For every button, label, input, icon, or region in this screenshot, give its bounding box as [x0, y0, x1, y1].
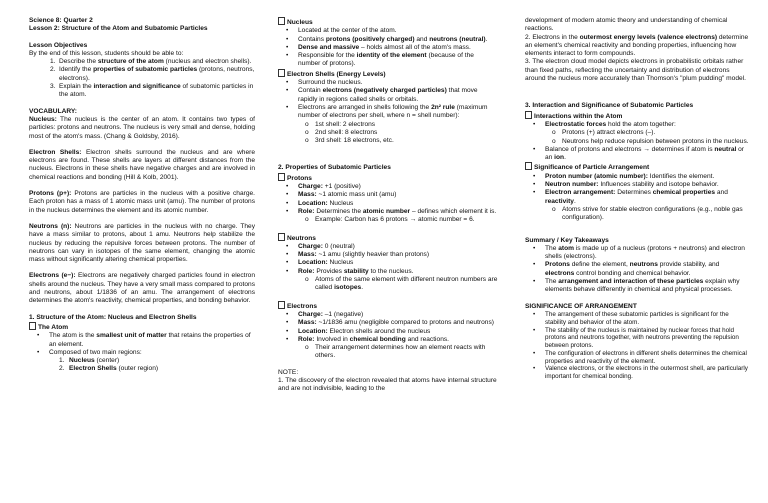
checkbox-icon: [525, 111, 532, 119]
section-3-title: 3. Interaction and Significance of Subatomic Particles: [525, 102, 694, 110]
header-quarter: Science 8: Quarter 2: [29, 17, 93, 24]
objectives-title: Lesson Objectives: [29, 41, 88, 49]
list-item: • The configuration of electrons in different shells determines the chemical properties and reactivity of the element.: [533, 349, 747, 365]
list-item: • Location: Electron shells around the nucleus: [286, 327, 431, 335]
shells-heading: Electron Shells (Energy Levels): [278, 69, 498, 79]
sub-list-item: o 3rd shell: 18 electrons, etc.: [305, 137, 394, 145]
arrangement-heading: Significance of Particle Arrangement: [525, 162, 749, 172]
objective-item: 1. Describe the structure of the atom (nucleus and electron shells).: [50, 58, 252, 66]
list-item: • Charge: –1 (negative): [286, 310, 364, 318]
significance-title: SIGNIFICANCE OF ARRANGEMENT: [525, 302, 637, 310]
objectives-intro: By the end of this lesson, students should be able to:: [29, 49, 184, 57]
list-item: • Protons define the element, neutrons provide stability, and electrons control bonding and chemical behavior.: [533, 261, 720, 277]
sub-list-item: o 2nd shell: 8 electrons: [305, 128, 378, 136]
objective-item: 2. Identify the properties of subatomic particles (protons, neutrons, electrons).: [50, 66, 255, 82]
list-item: • The atom is made up of a nucleus (protons + neutrons) and electron shells (electrons).: [533, 244, 745, 261]
objective-item: 3. Explain the interaction and significance of subatomic particles in the atom.: [50, 83, 254, 99]
interactions-heading: Interactions within the Atom: [525, 111, 749, 121]
list-item: • The arrangement and interaction of these particles explain why elements behave differently in chemical and physical processes.: [533, 278, 740, 294]
atom-heading: The Atom: [29, 322, 255, 332]
summary-title: Summary / Key Takeaways: [525, 236, 609, 244]
list-item: • Dense and massive – holds almost all of the atom's mass.: [286, 43, 471, 51]
checkbox-icon: [278, 17, 285, 25]
note-1-continued: development of modern atomic theory and understanding of chemical reactions.: [525, 17, 728, 33]
vocab-neutrons: Neutrons (n): Neutrons are particles in the nucleus with no charge. They have a mass similar to protons, about 1 amu. Neutrons help stabilize the nucleus by reducing the repulsive forces between protons. The number of neutrons can vary in isotopes of the same element, changing the atomic mass without significantly altering chemical properties.: [29, 222, 255, 264]
list-item: • Mass: ~1/1836 amu (negligible compared to protons and neutrons): [286, 319, 494, 327]
list-item: • Mass: ~1 atomic mass unit (amu): [286, 191, 397, 199]
list-item: • Charge: +1 (positive): [286, 183, 361, 191]
sub-list-item: o Neutrons help reduce repulsion between protons in the nucleus.: [552, 137, 749, 145]
list-item: • Composed of two main regions:: [37, 348, 142, 356]
list-item: • Mass: ~1 amu (slightly heavier than protons): [286, 251, 430, 259]
note-1: 1. The discovery of the electron revealed that atoms have internal structure and are not indivisible, leading to the: [278, 376, 497, 393]
list-item: • Role: Involved in chemical bonding and reactions.: [286, 335, 449, 343]
vocab-electron-shells: Electron Shells: Electron shells surround the nucleus and are where electrons are found. These shells are layers at different distances from the nucleus. Electrons in these shells have negative charges and are involved in chemical reactions and bonding (Hill & Kolb, 2001).: [29, 148, 255, 181]
checkbox-icon: [525, 162, 532, 170]
protons-heading: Protons: [278, 173, 498, 183]
list-item: • Role: Provides stability to the nucleus.: [286, 267, 414, 275]
neutrons-heading: Neutrons: [278, 233, 498, 243]
list-item: • Electron arrangement: Determines chemical properties and reactivity.: [533, 189, 728, 205]
note-title: NOTE:: [278, 368, 299, 376]
list-item: • Electrons are arranged in shells following the 2n² rule (maximum number of electrons per shell, where n = shell number):: [286, 103, 488, 120]
checkbox-icon: [278, 69, 285, 77]
checkbox-icon: [278, 301, 285, 309]
vocab-electrons: Electrons (e−): Electrons are negatively charged particles found in electron shells around the nucleus. They have a very small mass compared to protons and neutrons, about 1/1836 of an amu. The arrangement of electrons determines the atom's reactivity, chemical properties, and bonding behavior.: [29, 272, 256, 305]
list-item: • Surround the nucleus.: [286, 79, 363, 87]
sub-list-item: o Atoms of the same element with different neutron numbers are called isotopes.: [305, 276, 498, 292]
list-item: • The stability of the nucleus is maintained by nuclear forces that hold protons and neutrons together, with neutrons preventing the repulsion between protons.: [533, 326, 739, 350]
vocab-nucleus: Nucleus: The nucleus is the center of an atom. It contains two types of particles: protons and neutrons. The nucleus is very small and dense, holding most of the atom's mass. (Chang & Goldsby, 2016).: [29, 115, 255, 140]
vocab-protons: Protons (p+): Protons are particles in the nucleus with a positive charge. Each proton has a mass of 1 atomic mass unit (amu). The number of protons in the nucleus determines the element and its atomic number.: [29, 190, 255, 214]
list-item: • Located at the center of the atom.: [286, 27, 397, 35]
sub-list-item: o Their arrangement determines how an element reacts with others.: [305, 344, 486, 360]
column-2: [278, 17, 498, 394]
list-item: • Electrostatic forces hold the atom together:: [533, 120, 676, 128]
list-item: • Neutron number: Influences stability and isotope behavior.: [533, 181, 719, 189]
section-1-title: 1. Structure of the Atom: Nucleus and Electron Shells: [29, 313, 197, 321]
note-3: 3. The electron cloud model depicts electrons in probabilistic orbitals rather than fixed paths, reflecting the uncertainty and distribution of electrons around the nucleus more accurately than Thomson's "plum pudding" model.: [525, 58, 746, 83]
list-item: 2. Electron Shells (outer region): [59, 365, 159, 373]
list-item: • Responsible for the identity of the element (because of the number of protons).: [286, 52, 474, 68]
list-item: • Location: Nucleus: [286, 199, 354, 207]
column-3: [525, 17, 749, 381]
checkbox-icon: [278, 173, 285, 181]
list-item: • Proton number (atomic number): Identifies the element.: [533, 172, 715, 180]
electrons-heading: Electrons: [278, 301, 498, 311]
header-lesson-title: Lesson 2: Structure of the Atom and Subatomic Particles: [29, 25, 208, 33]
list-item: • The arrangement of these subatomic particles is significant for the stability and behavior of the atom.: [533, 310, 729, 326]
list-item: • Balance of protons and electrons → determines if atom is neutral or an ion.: [533, 145, 745, 162]
vocabulary-title: VOCABULARY:: [29, 107, 77, 115]
checkbox-icon: [29, 322, 36, 330]
list-item: • Location: Nucleus: [286, 259, 354, 267]
sub-list-item: o Protons (+) attract electrons (–).: [552, 129, 656, 137]
nucleus-heading: Nucleus: [278, 17, 498, 27]
checkbox-icon: [278, 233, 285, 241]
list-item: • Role: Determines the atomic number – defines which element it is.: [286, 207, 497, 215]
note-2: 2. Electrons in the outermost energy levels (valence electrons) determine an element's chemical reactivity and bonding properties, influencing how elements interact to form compounds.: [525, 33, 749, 58]
sub-list-item: o 1st shell: 2 electrons: [305, 120, 376, 128]
list-item: • Contains protons (positively charged) and neutrons (neutral).: [286, 35, 488, 43]
sub-list-item: o Example: Carbon has 6 protons → atomic number = 6.: [305, 216, 475, 224]
list-item: • Charge: 0 (neutral): [286, 242, 355, 250]
section-2-title: 2. Properties of Subatomic Particles: [278, 164, 391, 172]
list-item: • Contain electrons (negatively charged particles) that move rapidly in regions called shells or orbitals.: [286, 87, 478, 103]
list-item: • Valence electrons, or the electrons in the outermost shell, are particularly important for chemical bonding.: [533, 365, 748, 381]
list-item: 1. Nucleus (center): [59, 357, 120, 365]
column-1: [29, 17, 255, 374]
sub-list-item: o Atoms strive for stable electron configurations (e.g., noble gas configuration).: [552, 205, 743, 222]
list-item: • The atom is the smallest unit of matter that retains the properties of an element.: [37, 332, 251, 348]
